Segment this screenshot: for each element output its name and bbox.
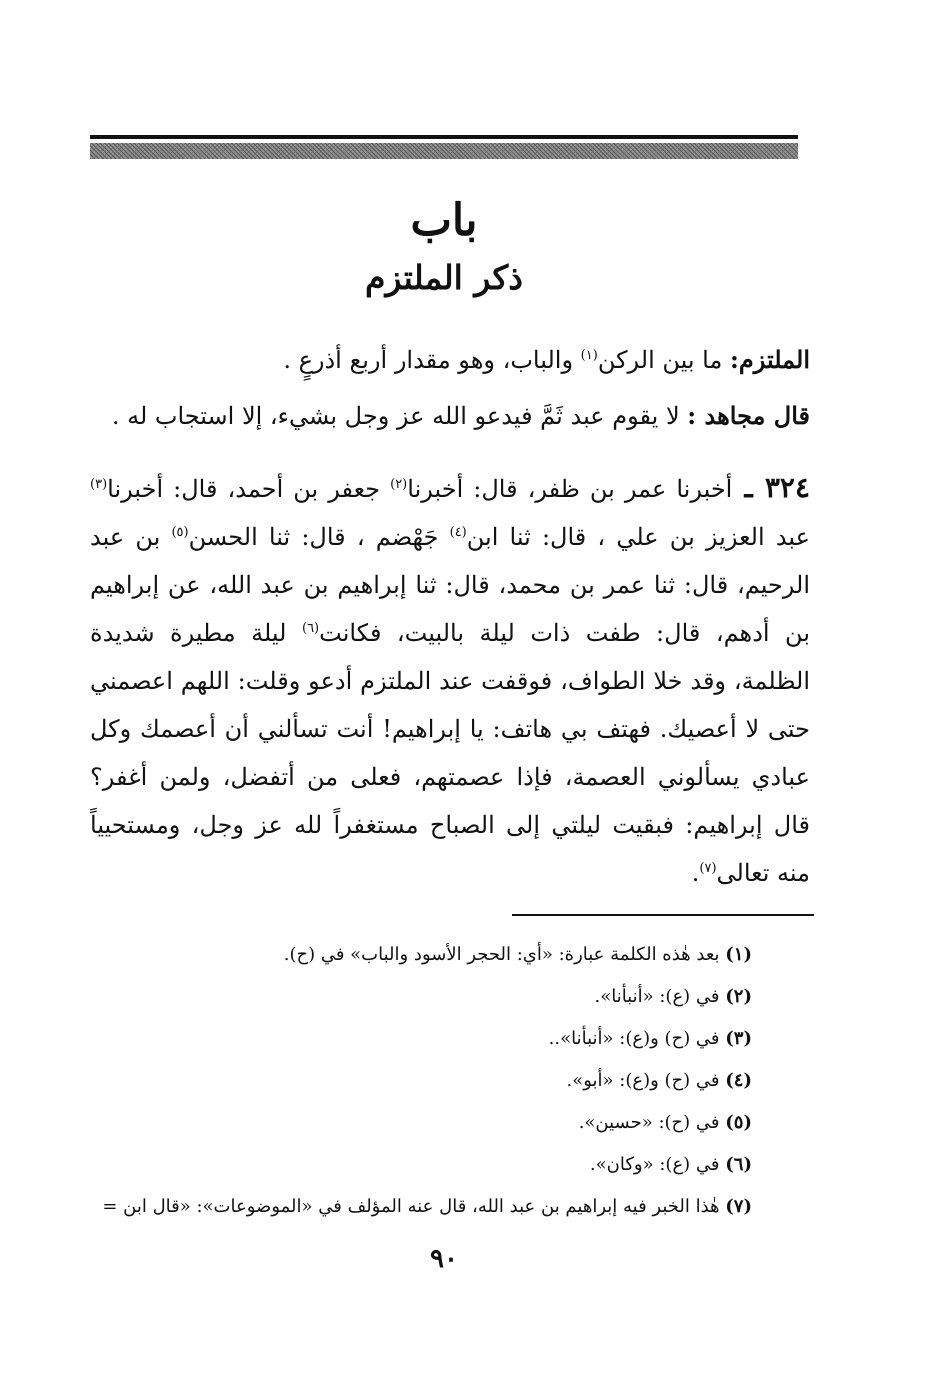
- footnote-item: [60, 1060, 752, 1102]
- chapter-label: باب: [410, 195, 478, 246]
- mujahid-term: قال مجاهد :: [687, 401, 810, 430]
- footnote-ref-6[interactable]: (٦): [301, 621, 320, 636]
- footnote-ref-1[interactable]: (١): [580, 348, 598, 363]
- footnote-ref-2[interactable]: (٢): [390, 477, 408, 492]
- definition-text-after: والباب، وهو مقدار أربع أذرعٍ .: [283, 346, 581, 374]
- hadith-segment-4: جَهْضم ، قال: ثنا الحسن: [188, 523, 450, 551]
- footnote-number: (١): [725, 944, 752, 965]
- header-ornament-rule: [90, 135, 798, 159]
- footnote-item: [60, 934, 752, 976]
- hadith-end: .: [691, 859, 700, 887]
- footnote-ref-7[interactable]: (٧): [699, 861, 717, 876]
- footnote-number: (٣): [725, 1028, 752, 1049]
- footnote-number: (٤): [725, 1070, 752, 1091]
- footnote-text: بعد هٰذه الكلمة عبارة: «أي: الحجر الأسود والباب» في (ح).: [283, 944, 726, 965]
- hadith-segment-2: جعفر بن أحمد، قال: أخبرنا: [107, 475, 391, 503]
- definition-term: الملتزم:: [729, 345, 810, 374]
- chapter-title: ذكر الملتزم: [365, 258, 523, 297]
- mujahid-paragraph: [90, 392, 810, 440]
- footnote-number: (٦): [725, 1154, 752, 1175]
- footnote-text: في (ح): «حسين».: [578, 1112, 726, 1133]
- footnote-text: في (ح) و(ع): «أبو».: [566, 1070, 726, 1091]
- footnote-text: هٰذا الخبر فيه إبراهيم بن عبد الله، قال عنه المؤلف في «الموضوعات»: «قال ابن =: [102, 1196, 726, 1217]
- footnote-ref-5[interactable]: (٥): [171, 525, 189, 540]
- footnote-item: [60, 1102, 752, 1144]
- footnote-item: [60, 976, 752, 1018]
- footnote-text: في (ح) و(ع): «أنبأنا»..: [548, 1028, 726, 1049]
- hadith-segment-6: ليلة مطيرة شديدة الظلمة، وقد خلا الطواف، فوقفت عند الملتزم أدعو وقلت: اللهم اعصمني حتى لا أعصيك. فهتف بي هاتف: يا إبراهيم! أنت تسألني أن أعصمك وكل عبادي يسألوني العصمة، فإذا عصمتهم، فعلى من أتفضل، ولمن أغفر؟ قال إبراهيم: فبقيت ليلتي إلى الصباح مستغفراً لله عز وجل، ومستحيياً منه تعالى: [90, 619, 810, 887]
- page-number: ٩٠: [430, 1244, 458, 1274]
- hadith-segment-1: أخبرنا عمر بن ظفر، قال: أخبرنا: [407, 475, 733, 503]
- footnote-ref-4[interactable]: (٤): [449, 525, 467, 540]
- footnote-separator: [512, 914, 814, 916]
- footnote-item: [60, 1018, 752, 1060]
- hadith-dash: ـ: [732, 471, 765, 504]
- footnote-item: [60, 1186, 752, 1228]
- footnote-text: في (ع): «وكان».: [589, 1154, 726, 1175]
- hadith-segment-3: عبد العزيز بن علي ، قال: ثنا ابن: [466, 523, 810, 551]
- definition-text-before: ما بين الركن: [597, 346, 730, 374]
- mujahid-text: لا يقوم عبد ثَمَّ فيدعو الله عز وجل بشيء، إلا استجاب له .: [111, 402, 688, 430]
- definition-paragraph: [90, 336, 810, 384]
- footnote-ref-3[interactable]: (٣): [90, 477, 108, 492]
- footnote-item: [60, 1144, 752, 1186]
- header-hatched-band: [90, 143, 798, 159]
- hadith-segment-5: بن عبد الرحيم، قال: ثنا عمر بن محمد، قال: ثنا إبراهيم بن عبد الله، عن إبراهيم بن أدهم، قال: طفت ذات ليلة بالبيت، فكانت: [90, 523, 810, 647]
- hadith-paragraph: [90, 464, 810, 897]
- footnote-number: (٥): [725, 1112, 752, 1133]
- footnote-number: (٢): [725, 986, 752, 1007]
- footnote-number: (٧): [725, 1196, 752, 1217]
- footnote-text: في (ع): «أنبأنا».: [594, 986, 726, 1007]
- hadith-number: ٣٢٤: [764, 471, 811, 504]
- footnotes-list: [60, 934, 752, 1228]
